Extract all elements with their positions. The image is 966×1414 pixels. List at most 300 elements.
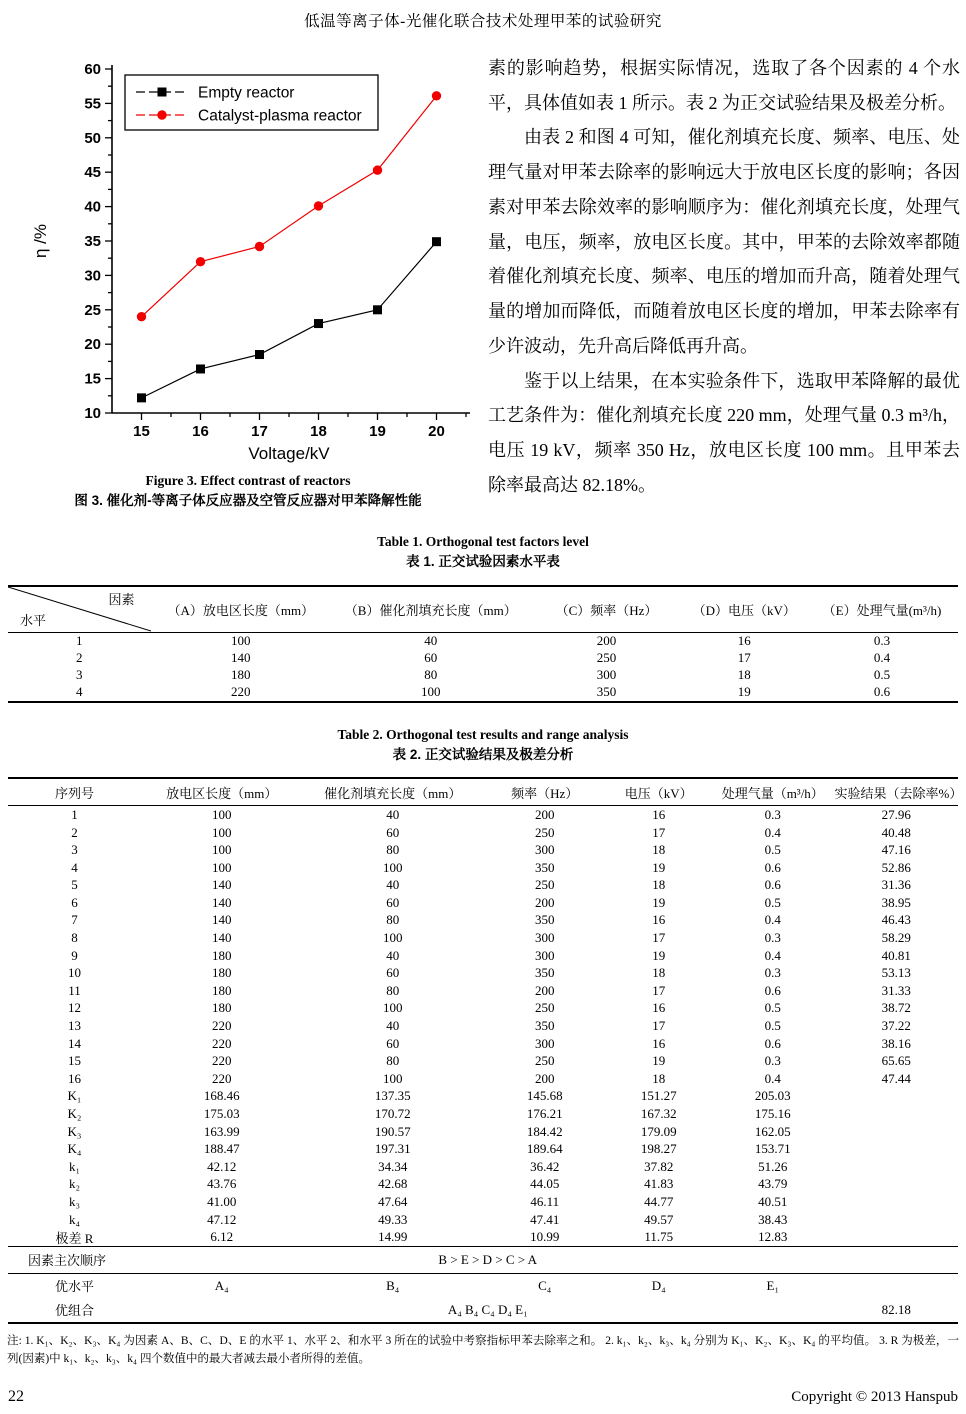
- table2-no-cell: 15: [68, 1053, 81, 1069]
- stat-value-cell: 176.21: [526, 1106, 563, 1122]
- table2-row: [8, 1070, 958, 1088]
- svg-text:30: 30: [84, 267, 101, 285]
- table2-value-cell: 180: [212, 982, 232, 998]
- stat-value-cell: 47.41: [530, 1211, 560, 1227]
- stat-value-cell: 41.83: [644, 1176, 674, 1192]
- best-level-label: 优水平: [54, 1279, 94, 1295]
- data-point-marker: [432, 91, 441, 100]
- table2-stat-row: [8, 1211, 958, 1229]
- data-point-marker: [373, 165, 382, 174]
- stat-value-cell: 14.99: [378, 1229, 408, 1245]
- stat-value-cell: 189.64: [526, 1141, 563, 1157]
- table2-value-cell: 18: [652, 1070, 666, 1086]
- table2-col-header: 催化剂填充长度（mm）: [324, 785, 462, 801]
- table2-row: [8, 1000, 958, 1018]
- table2-value-cell: 0.6: [764, 859, 781, 875]
- stat-value-cell: 205.03: [754, 1088, 791, 1104]
- table2-value-cell: 18: [652, 842, 666, 858]
- table2-value-cell: 16: [652, 912, 666, 928]
- data-point-marker: [314, 319, 323, 328]
- table1-value-cell: 0.5: [873, 667, 891, 683]
- table2-best-level-row: [8, 1273, 958, 1298]
- table2-value-cell: 53.13: [881, 965, 911, 981]
- table1-value-cell: 0.4: [873, 650, 891, 666]
- line-chart-svg: [22, 51, 474, 463]
- stat-value-cell: 10.99: [530, 1229, 560, 1245]
- table2-value-cell: 80: [386, 842, 400, 858]
- stat-value-cell: 43.79: [758, 1176, 788, 1192]
- table1-value-cell: 18: [737, 667, 751, 683]
- table2-value-cell: 19: [652, 1053, 666, 1069]
- table1-value-cell: 250: [596, 650, 617, 666]
- table2-row: [8, 859, 958, 877]
- table1-value-cell: 80: [424, 667, 438, 683]
- table2-value-cell: 100: [383, 859, 403, 875]
- table2-no-cell: 4: [71, 859, 78, 875]
- svg-text:35: 35: [84, 233, 101, 250]
- table1-value-cell: 16: [737, 633, 751, 649]
- table2-stat-row: [8, 1176, 958, 1194]
- table2-value-cell: 200: [535, 982, 555, 998]
- table2-row: [8, 841, 958, 859]
- table2-value-cell: 140: [212, 912, 232, 928]
- stat-row-label: K₂: [67, 1106, 82, 1122]
- table2-no-cell: 7: [71, 912, 78, 928]
- stat-row-label: k₂: [68, 1176, 81, 1192]
- table2-header-row: [8, 779, 963, 806]
- table2-value-cell: 38.16: [881, 1035, 911, 1051]
- stat-value-cell: 12.83: [758, 1229, 788, 1245]
- stat-value-cell: 36.42: [530, 1158, 560, 1174]
- table1-col-header: （E）处理气量(m³/h): [822, 602, 942, 618]
- table2-value-cell: 60: [386, 965, 400, 981]
- svg-text:45: 45: [84, 164, 101, 182]
- table2-row: [8, 806, 958, 824]
- stat-value-cell: 175.03: [203, 1106, 240, 1122]
- stat-value-cell: 153.71: [754, 1141, 791, 1157]
- table2-row: [8, 877, 958, 895]
- stat-value-cell: 40.51: [758, 1193, 788, 1209]
- table2-value-cell: 65.65: [881, 1053, 911, 1069]
- table2-stat-row: [8, 1105, 958, 1123]
- combo-row-label: 优组合: [54, 1303, 94, 1319]
- table2-value-cell: 220: [212, 1018, 232, 1034]
- data-point-marker: [196, 257, 205, 266]
- table1-value-cell: 60: [424, 650, 438, 666]
- figure3-caption-en: Figure 3. Effect contrast of reactors: [145, 473, 351, 488]
- table2-value-cell: 0.5: [764, 842, 781, 858]
- stat-value-cell: 145.68: [526, 1088, 563, 1104]
- table2-value-cell: 31.36: [881, 877, 911, 893]
- table2-value-cell: 300: [535, 930, 555, 946]
- best-level-cell: E₁: [766, 1277, 779, 1293]
- table2-value-cell: 0.5: [764, 1000, 781, 1016]
- stat-value-cell: 197.31: [374, 1141, 411, 1157]
- table1-body: [8, 633, 958, 701]
- table1-value-cell: 350: [596, 684, 617, 700]
- table2-value-cell: 180: [212, 965, 232, 981]
- table2-value-cell: 31.33: [881, 982, 911, 998]
- table2-value-cell: 100: [212, 824, 232, 840]
- table2-value-cell: 19: [652, 894, 666, 910]
- table2-value-cell: 40.48: [881, 824, 911, 840]
- table2-body: [8, 806, 958, 1088]
- table2-value-cell: 38.95: [881, 894, 911, 910]
- corner-label-level: 水平: [20, 613, 47, 629]
- table2-value-cell: 60: [386, 1035, 400, 1051]
- combo-row-result: 82.18: [881, 1301, 911, 1317]
- table2-value-cell: 17: [652, 982, 666, 998]
- table2: [8, 777, 963, 1324]
- stat-row-label: K₄: [67, 1141, 82, 1157]
- table2-value-cell: 100: [383, 930, 403, 946]
- table1-value-cell: 100: [421, 684, 441, 700]
- body-text-column: [474, 51, 962, 510]
- table1-value-cell: 220: [231, 684, 251, 700]
- stat-row-label: K₁: [67, 1088, 82, 1104]
- stat-value-cell: 42.12: [207, 1158, 237, 1174]
- table1-value-cell: 0.3: [873, 633, 891, 649]
- top-section: [0, 51, 966, 510]
- table1-value-cell: 300: [596, 667, 617, 683]
- table2-value-cell: 100: [212, 859, 232, 875]
- stat-value-cell: 162.05: [754, 1123, 791, 1139]
- svg-text:20: 20: [84, 336, 101, 354]
- table2-value-cell: 350: [535, 1018, 555, 1034]
- svg-text:40: 40: [84, 198, 101, 216]
- table2-order-row: [8, 1246, 958, 1273]
- table2-row: [8, 894, 958, 912]
- table1-row: [8, 684, 958, 701]
- data-point-marker: [196, 364, 205, 373]
- stat-row-label: k₃: [68, 1193, 81, 1209]
- table2-value-cell: 180: [212, 947, 232, 963]
- table2-value-cell: 40: [386, 877, 400, 893]
- table2-row: [8, 947, 958, 965]
- table2-value-cell: 46.43: [881, 912, 911, 928]
- table2-stats: [8, 1088, 958, 1246]
- svg-text:15: 15: [84, 370, 101, 388]
- table2-value-cell: 19: [652, 859, 666, 875]
- table2-col-header: 处理气量（m³/h）: [721, 785, 824, 801]
- table2-value-cell: 0.3: [764, 806, 781, 822]
- svg-text:55: 55: [84, 95, 101, 113]
- table2-best-combo-row: [8, 1298, 958, 1322]
- stat-value-cell: 46.11: [530, 1193, 560, 1209]
- table2-value-cell: 18: [652, 965, 666, 981]
- table2-no-cell: 13: [68, 1018, 81, 1034]
- svg-text:19: 19: [369, 423, 386, 440]
- table2-row: [8, 824, 958, 842]
- table2-no-cell: 1: [71, 806, 78, 822]
- table1: [8, 585, 958, 703]
- stat-value-cell: 190.57: [374, 1123, 411, 1139]
- table2-no-cell: 9: [71, 947, 78, 963]
- table1-value-cell: 17: [737, 650, 751, 666]
- table2-row: [8, 1035, 958, 1053]
- best-level-cell: C₄: [538, 1277, 552, 1293]
- data-point-marker: [137, 312, 146, 321]
- table1-level-cell: 2: [76, 650, 83, 666]
- data-point-marker: [373, 305, 382, 314]
- table2-value-cell: 0.4: [764, 1070, 781, 1086]
- stat-row-label: k₁: [68, 1158, 81, 1174]
- svg-text:60: 60: [84, 61, 101, 78]
- table2-value-cell: 18: [652, 877, 666, 893]
- table2-stat-row: [8, 1228, 958, 1246]
- table1-col-header: （D）电压（kV）: [692, 602, 796, 618]
- best-level-cell: D₄: [651, 1277, 666, 1293]
- table2-value-cell: 220: [212, 1035, 232, 1051]
- table2-row: [8, 982, 958, 1000]
- legend-label: Empty reactor: [198, 84, 295, 102]
- table2-value-cell: 60: [386, 824, 400, 840]
- data-point-marker: [314, 201, 323, 210]
- table2-title-en: Table 2. Orthogonal test results and range analysis: [337, 726, 629, 742]
- table2-value-cell: 350: [535, 912, 555, 928]
- table2-value-cell: 250: [535, 877, 555, 893]
- table2-value-cell: 40: [386, 1018, 400, 1034]
- stat-row-label: 极差 R: [55, 1230, 94, 1246]
- y-axis-title: η /%: [31, 223, 50, 259]
- table2-value-cell: 37.22: [881, 1018, 911, 1034]
- table1-value-cell: 40: [424, 633, 438, 649]
- table2-value-cell: 300: [535, 842, 555, 858]
- table2-row: [8, 929, 958, 947]
- table2-row: [8, 964, 958, 982]
- svg-text:25: 25: [84, 301, 101, 319]
- stat-value-cell: 179.09: [640, 1123, 677, 1139]
- table2-stat-row: [8, 1140, 958, 1158]
- svg-text:15: 15: [133, 423, 150, 440]
- table2-value-cell: 140: [212, 877, 232, 893]
- table2-value-cell: 250: [535, 1000, 555, 1016]
- table2-value-cell: 80: [386, 912, 400, 928]
- table2-value-cell: 140: [212, 894, 232, 910]
- table1-title-en: Table 1. Orthogonal test factors level: [377, 534, 589, 550]
- stat-value-cell: 38.43: [758, 1211, 788, 1227]
- best-level-cell: A₄: [214, 1277, 229, 1293]
- stat-value-cell: 43.76: [207, 1176, 237, 1192]
- table2-value-cell: 250: [535, 1053, 555, 1069]
- stat-value-cell: 198.27: [640, 1141, 677, 1157]
- table2-value-cell: 0.4: [764, 912, 781, 928]
- data-point-marker: [432, 237, 441, 246]
- stat-value-cell: 34.34: [378, 1158, 408, 1174]
- table2-value-cell: 0.6: [764, 1035, 781, 1051]
- stat-value-cell: 47.64: [378, 1193, 408, 1209]
- stat-value-cell: 49.57: [644, 1211, 674, 1227]
- table2-value-cell: 40.81: [881, 947, 911, 963]
- stat-value-cell: 41.00: [207, 1193, 237, 1209]
- table2-title-zh: 表 2. 正交试验结果及极差分析: [392, 746, 574, 762]
- table2-value-cell: 100: [212, 806, 232, 822]
- table2-no-cell: 3: [71, 842, 78, 858]
- table2-value-cell: 58.29: [881, 930, 911, 946]
- table2-no-cell: 10: [68, 965, 81, 981]
- table2-value-cell: 17: [652, 1018, 666, 1034]
- table2-no-cell: 12: [68, 1000, 81, 1016]
- table1-value-cell: 0.6: [873, 684, 891, 700]
- table2-footnote: 注: 1. K₁、K₂、K₃、K₄ 为因素 A、B、C、D、E 的水平 1、水平 2、和水平 3 所在的试验中考察指标甲苯去除率之和。 2. k₁、k₂、k₃、k₄ 分别为 K₁、K₂、K₃、K₄ 的平均值。 3. R 为极差，一列(因素)中 k₁、k₂、k₃、k₄ 四个数值中的最大者减去最小者所得的差值。: [7, 1334, 959, 1366]
- stat-value-cell: 11.75: [644, 1229, 674, 1245]
- table2-no-cell: 5: [71, 877, 78, 893]
- table1-row: [8, 667, 958, 684]
- stat-value-cell: 42.68: [378, 1176, 408, 1192]
- table2-value-cell: 0.3: [764, 965, 781, 981]
- table1-corner-cell: [8, 586, 151, 632]
- table1-value-cell: 180: [231, 667, 251, 683]
- table2-value-cell: 100: [383, 1000, 403, 1016]
- table2-value-cell: 47.44: [881, 1070, 911, 1086]
- copyright-text: Copyright © 2013 Hanspub: [791, 1389, 958, 1405]
- stat-value-cell: 151.27: [640, 1088, 677, 1104]
- table1-level-cell: 1: [76, 633, 83, 649]
- paper-title: 低温等离子体-光催化联合技术处理甲苯的试验研究: [304, 13, 662, 30]
- table2-col-header: 实验结果（去除率%）: [834, 785, 963, 801]
- table2-stat-row: [8, 1158, 958, 1176]
- table2-value-cell: 200: [535, 806, 555, 822]
- table1-header-row: [8, 587, 958, 633]
- table1-level-cell: 4: [76, 684, 83, 700]
- page-number: 22: [8, 1388, 24, 1405]
- table1-row: [8, 650, 958, 667]
- table2-value-cell: 100: [212, 842, 232, 858]
- table2-value-cell: 0.4: [764, 824, 781, 840]
- table2-no-cell: 16: [68, 1070, 81, 1086]
- table2-col-header: 放电区长度（mm）: [166, 785, 278, 801]
- table2-value-cell: 220: [212, 1070, 232, 1086]
- table2-value-cell: 0.5: [764, 894, 781, 910]
- table2-value-cell: 0.6: [764, 982, 781, 998]
- data-point-marker: [255, 350, 264, 359]
- table1-col-header: （A）放电区长度（mm）: [167, 602, 315, 618]
- stat-value-cell: 137.35: [374, 1088, 411, 1104]
- table2-value-cell: 16: [652, 1000, 666, 1016]
- table1-value-cell: 19: [737, 684, 751, 700]
- table2-value-cell: 17: [652, 824, 666, 840]
- table2-value-cell: 300: [535, 947, 555, 963]
- stat-value-cell: 168.46: [203, 1088, 240, 1104]
- stat-value-cell: 167.32: [640, 1106, 677, 1122]
- table2-value-cell: 200: [535, 894, 555, 910]
- table2-value-cell: 100: [383, 1070, 403, 1086]
- table2-value-cell: 350: [535, 965, 555, 981]
- table2-value-cell: 0.4: [764, 947, 781, 963]
- table2-value-cell: 350: [535, 859, 555, 875]
- stat-value-cell: 44.77: [644, 1193, 674, 1209]
- table2-no-cell: 2: [71, 824, 78, 840]
- stat-row-label: K₃: [67, 1123, 82, 1139]
- table2-stat-row: [8, 1193, 958, 1211]
- figure3-chart: [22, 51, 474, 463]
- table1-row: [8, 633, 958, 650]
- svg-text:20: 20: [428, 423, 445, 440]
- table2-value-cell: 180: [212, 1000, 232, 1016]
- table2-value-cell: 80: [386, 982, 400, 998]
- table2-row: [8, 1017, 958, 1035]
- table1-value-cell: 200: [596, 633, 617, 649]
- table2-value-cell: 220: [212, 1053, 232, 1069]
- stat-value-cell: 175.16: [754, 1106, 791, 1122]
- table2-value-cell: 0.3: [764, 1053, 781, 1069]
- table2-value-cell: 27.96: [881, 806, 911, 822]
- table2-value-cell: 17: [652, 930, 666, 946]
- table2-row: [8, 1052, 958, 1070]
- table2-title: [0, 725, 966, 766]
- table2-value-cell: 19: [652, 947, 666, 963]
- svg-text:17: 17: [251, 423, 268, 440]
- table2-value-cell: 140: [212, 930, 232, 946]
- table2-value-cell: 0.5: [764, 1018, 781, 1034]
- table2-stat-row: [8, 1088, 958, 1106]
- table2-value-cell: 250: [535, 824, 555, 840]
- figure3-caption: [22, 471, 474, 510]
- table1-col-header: （B）催化剂填充长度（mm）: [344, 602, 517, 618]
- best-level-cell: B₄: [386, 1277, 400, 1293]
- legend-label: Catalyst-plasma reactor: [198, 107, 362, 125]
- table2-row: [8, 912, 958, 930]
- table2-value-cell: 38.72: [881, 1000, 911, 1016]
- table2-value-cell: 16: [652, 806, 666, 822]
- table2-no-cell: 8: [71, 930, 78, 946]
- table1-col-header: （C）频率（Hz）: [555, 602, 658, 618]
- table2-value-cell: 0.3: [764, 930, 781, 946]
- table2-no-cell: 6: [71, 894, 78, 910]
- table2-value-cell: 40: [386, 947, 400, 963]
- stat-value-cell: 188.47: [203, 1141, 240, 1157]
- order-row-value: B > E > D > C > A: [438, 1251, 538, 1267]
- data-point-marker: [137, 393, 146, 402]
- stat-value-cell: 44.05: [530, 1176, 560, 1192]
- stat-value-cell: 184.42: [526, 1123, 563, 1139]
- table2-value-cell: 300: [535, 1035, 555, 1051]
- figure3-block: [22, 51, 474, 510]
- combo-row-value: A₄ B₄ C₄ D₄ E₁: [447, 1301, 528, 1317]
- table2-value-cell: 16: [652, 1035, 666, 1051]
- table2-col-header: 序列号: [54, 785, 94, 801]
- stat-value-cell: 49.33: [378, 1211, 408, 1227]
- table2-no-cell: 14: [68, 1035, 81, 1051]
- stat-value-cell: 6.12: [210, 1229, 234, 1245]
- svg-text:50: 50: [84, 129, 101, 147]
- stat-value-cell: 37.82: [644, 1158, 674, 1174]
- table2-col-header: 电压（kV）: [624, 785, 693, 801]
- table2-value-cell: 0.6: [764, 877, 781, 893]
- table1-title: [0, 532, 966, 573]
- table2-value-cell: 47.16: [881, 842, 911, 858]
- svg-text:16: 16: [192, 423, 209, 440]
- table2-value-cell: 52.86: [881, 859, 911, 875]
- table1-value-cell: 100: [231, 633, 251, 649]
- svg-text:18: 18: [310, 423, 327, 440]
- table2-value-cell: 200: [535, 1070, 555, 1086]
- stat-value-cell: 51.26: [758, 1158, 788, 1174]
- figure3-caption-zh: 图 3. 催化剂-等离子体反应器及空管反应器对甲苯降解性能: [74, 492, 422, 508]
- svg-text:10: 10: [84, 405, 101, 422]
- body-paragraph-2: 由表 2 和图 4 可知，催化剂填充长度、频率、电压、处理气量对甲苯去除率的影响远大于放电区长度的影响；各因素对甲苯去除效率的影响顺序为：催化剂填充长度，处理气量，电压，频率，放电区长度。其中，甲苯的去除效率都随着催化剂填充长度、频率、电压的增加而升高，随着处理气量的增加而降低，而随着放电区长度的增加，甲苯去除率有少许波动，先升高后降低再升高。: [488, 127, 960, 356]
- stat-value-cell: 163.99: [203, 1123, 240, 1139]
- table2-value-cell: 40: [386, 806, 400, 822]
- table2-no-cell: 11: [68, 982, 81, 998]
- order-row-label: 因素主次顺序: [28, 1253, 107, 1269]
- table2-stat-row: [8, 1123, 958, 1141]
- page-footer: [8, 1388, 958, 1406]
- stat-row-label: k₄: [68, 1211, 81, 1227]
- table2-value-cell: 80: [386, 1053, 400, 1069]
- x-axis-title: Voltage/kV: [248, 444, 330, 463]
- stat-value-cell: 47.12: [207, 1211, 237, 1227]
